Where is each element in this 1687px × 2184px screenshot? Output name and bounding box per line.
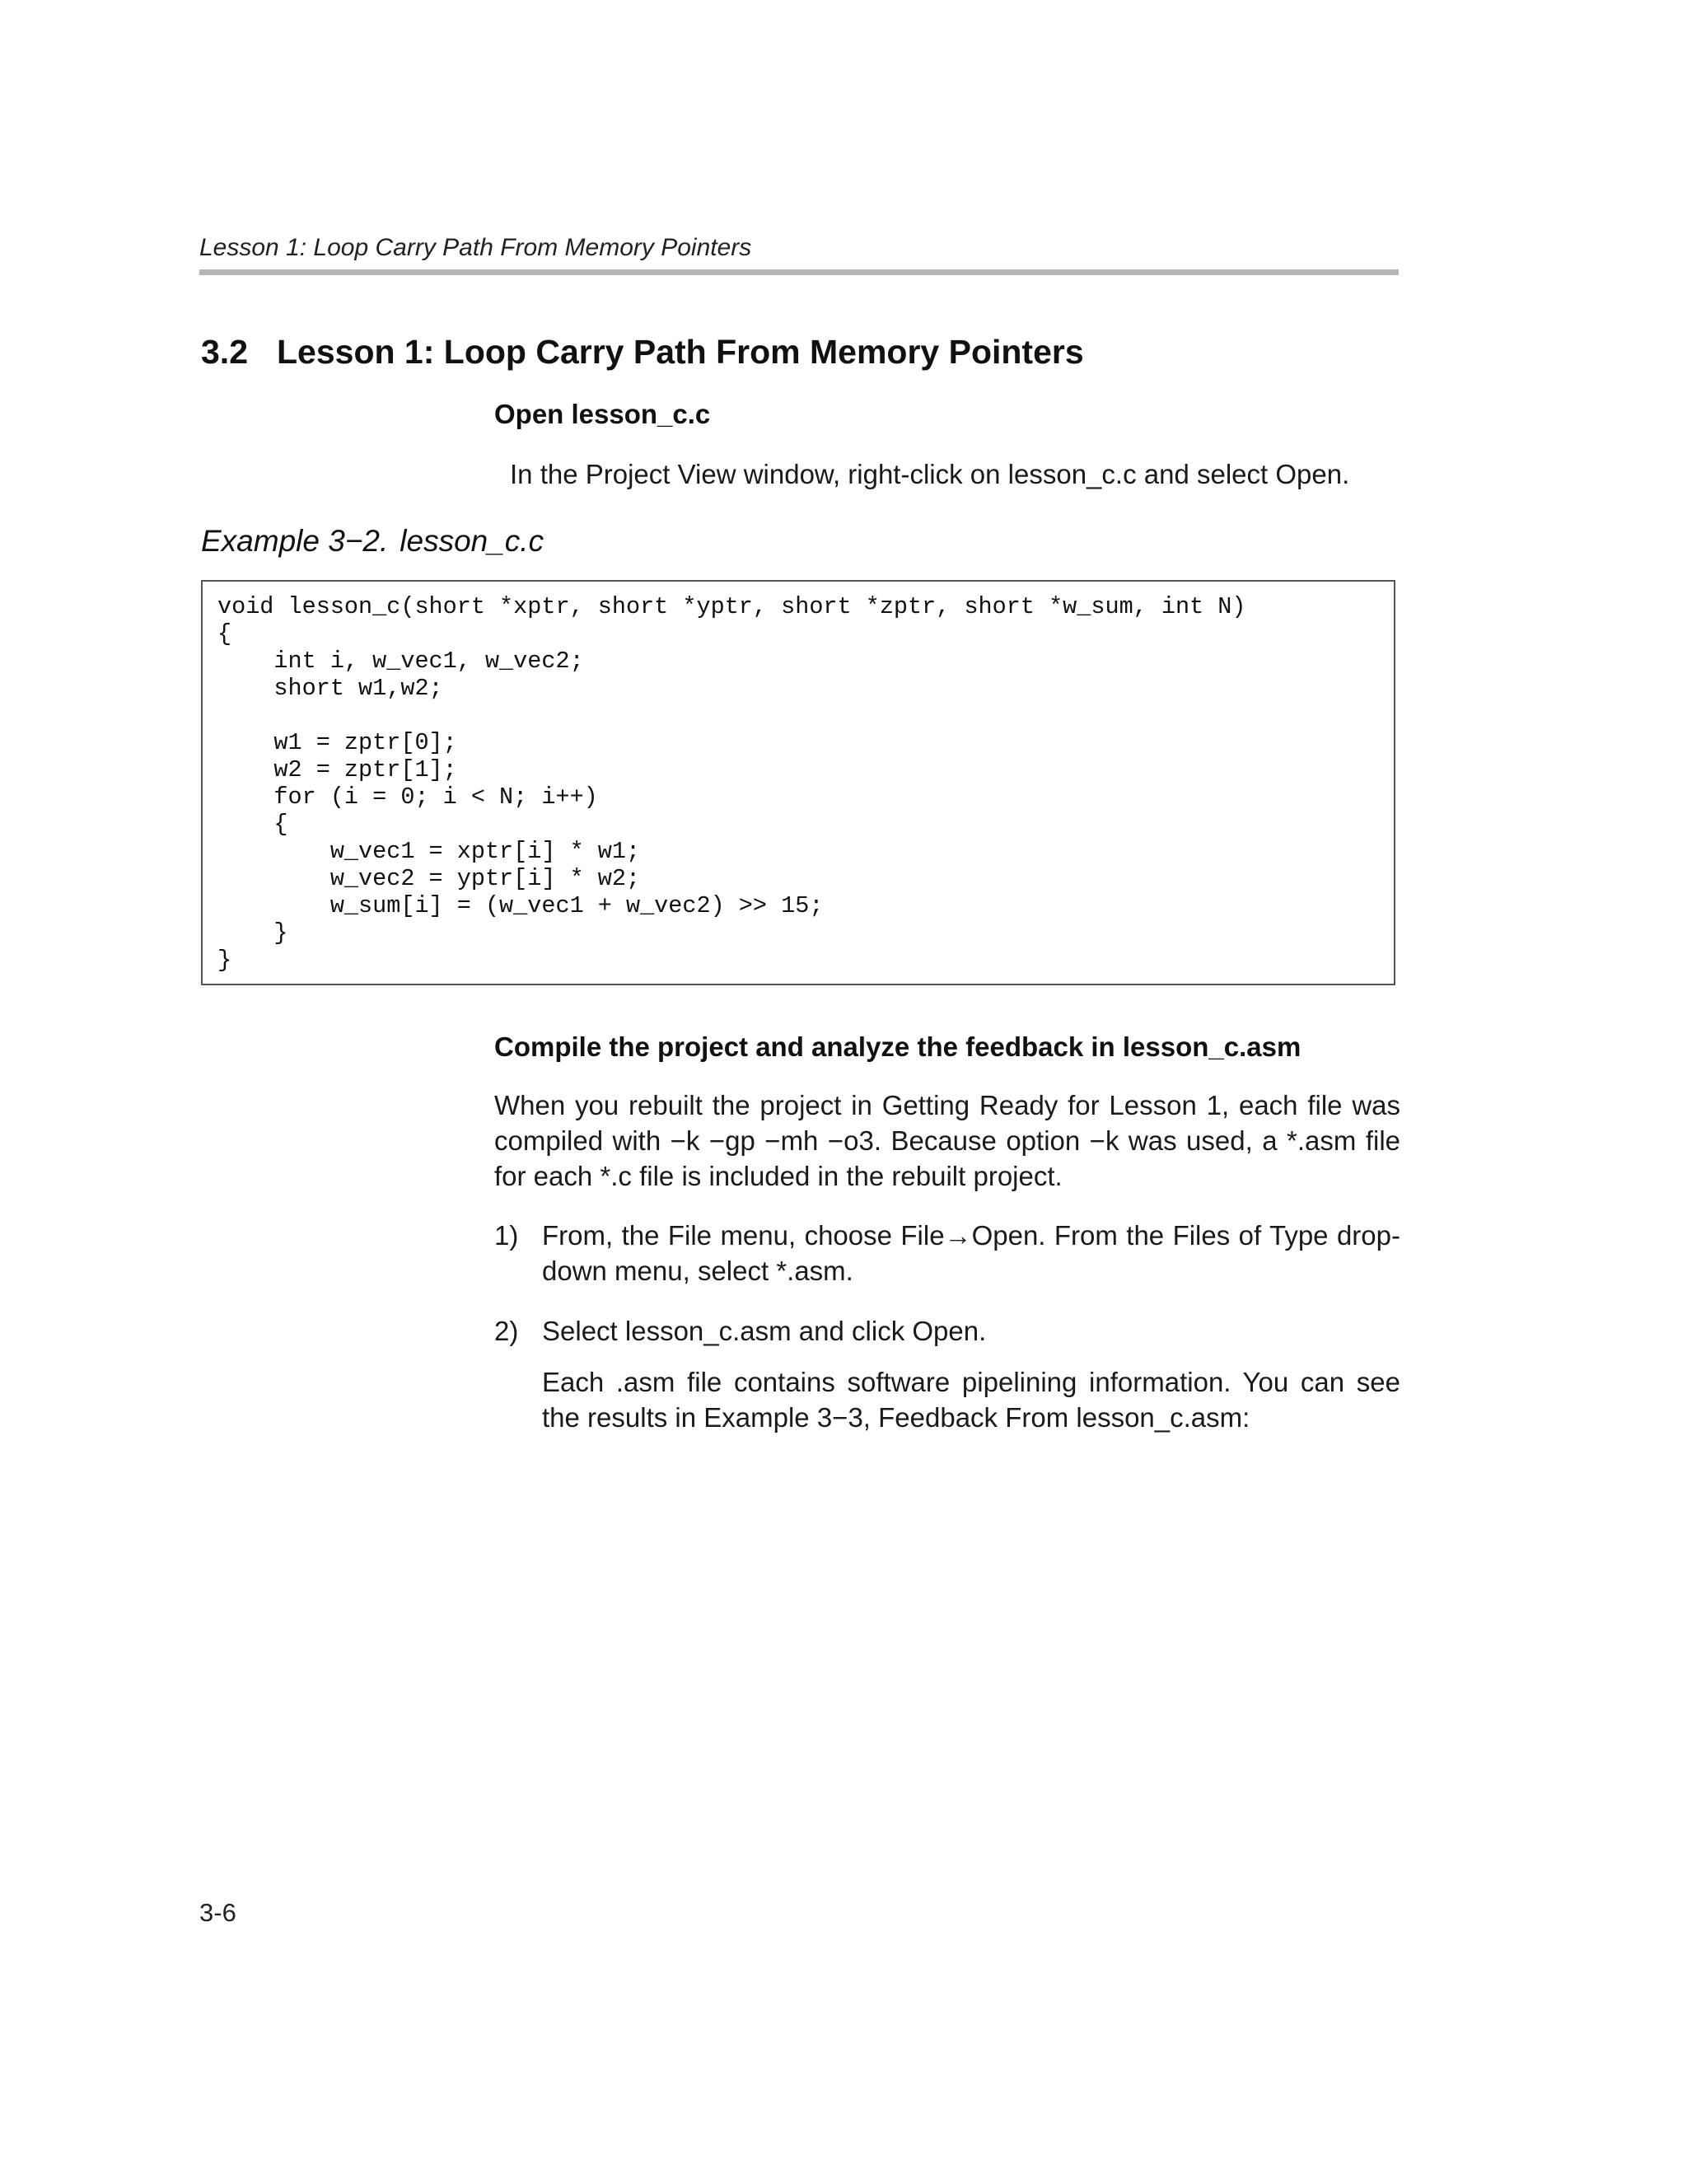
code-line: {	[217, 811, 288, 838]
example-caption	[201, 524, 544, 559]
code-line: {	[217, 620, 232, 648]
code-line: w_vec1 = xptr[i] * w1;	[217, 838, 641, 865]
step-text: From, the File menu, choose File→Open. From the Files of Type drop-down menu, select *.asm.	[542, 1220, 1400, 1286]
compile-paragraph: When you rebuilt the project in Getting Ready for Lesson 1, each file was compiled with −k −gp −mh −o3. Because option −k was used, a *.asm file for each *.c file is included in the rebuilt project.	[494, 1090, 1400, 1191]
list-item	[494, 1313, 1400, 1349]
code-line: }	[217, 919, 288, 947]
code-line: }	[217, 947, 232, 974]
compile-heading: Compile the project and analyze the feedback in lesson_c.asm	[494, 1031, 1301, 1062]
page-number: 3-6	[199, 1898, 236, 1927]
code-line: w1 = zptr[0];	[217, 729, 457, 756]
step-followup	[494, 1364, 1400, 1435]
open-file-heading: Open lesson_c.c	[494, 399, 711, 429]
section-heading	[201, 333, 1084, 372]
code-line: for (i = 0; i < N; i++)	[217, 783, 598, 811]
step-number: 2)	[494, 1316, 519, 1346]
code-line: w2 = zptr[1];	[217, 756, 457, 783]
list-item	[494, 1218, 1400, 1288]
example-title: lesson_c.c	[400, 524, 544, 558]
code-line: w_sum[i] = (w_vec1 + w_vec2) >> 15;	[217, 892, 824, 919]
step-followup-text: Each .asm file contains software pipelining information. You can see the results in Example 3−3, Feedback From lesson_c.asm:	[542, 1367, 1400, 1433]
code-line: void lesson_c(short *xptr, short *yptr, short *zptr, short *w_sum, int N)	[217, 593, 1246, 620]
code-line: short w1,w2;	[217, 675, 443, 702]
header-rule	[199, 269, 1399, 275]
open-file-instruction: In the Project View window, right-click on lesson_c.c and select Open.	[510, 459, 1350, 489]
step-number: 1)	[494, 1220, 519, 1251]
section-number: 3.2	[201, 333, 248, 371]
example-label: Example 3−2.	[201, 524, 389, 558]
code-listing	[201, 580, 1395, 985]
code-line: w_vec2 = yptr[i] * w2;	[217, 865, 641, 892]
code-line: int i, w_vec1, w_vec2;	[217, 648, 584, 675]
running-header: Lesson 1: Loop Carry Path From Memory Pointers	[199, 234, 752, 261]
section-title: Lesson 1: Loop Carry Path From Memory Pointers	[277, 333, 1084, 371]
step-text: Select lesson_c.asm and click Open.	[542, 1316, 987, 1346]
